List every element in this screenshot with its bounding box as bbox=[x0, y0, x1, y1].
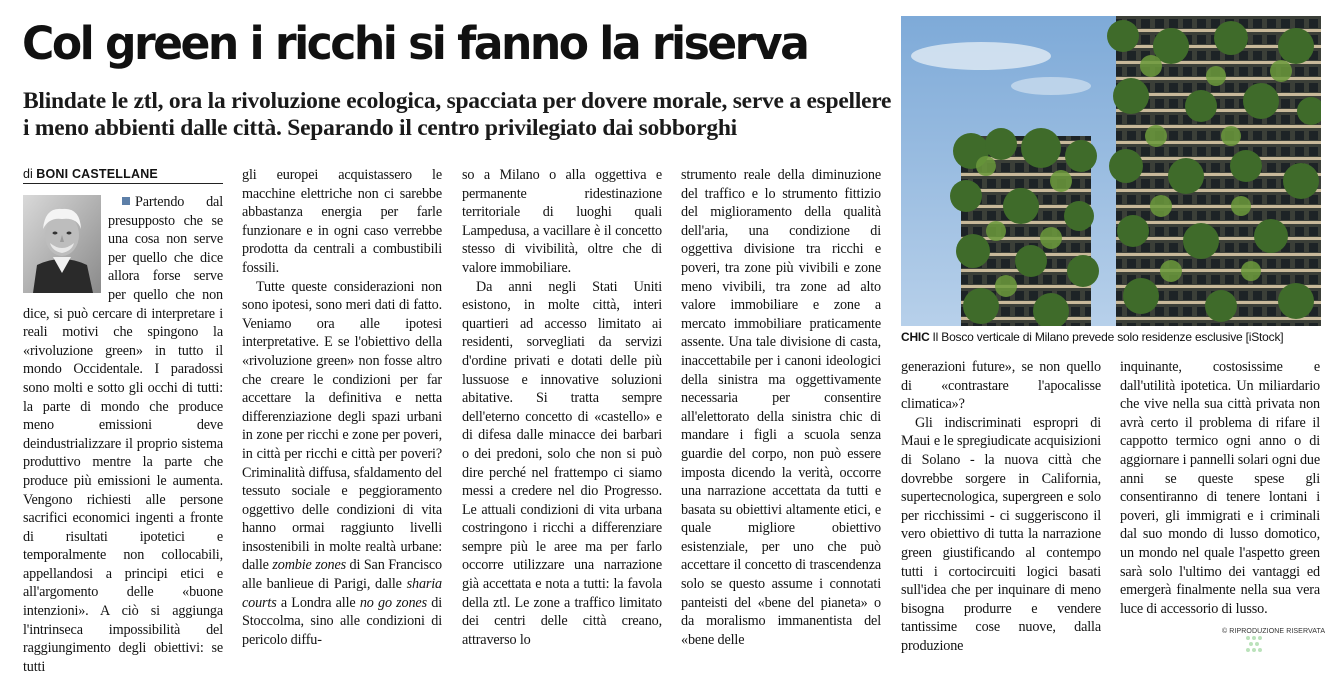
article-paragraph: so a Milano o alla oggettiva e permanente ridestinazione territoriale di luoghi quali Lampedusa, a vacillare è il concetto stesso di vivibilità, oltre che di valore immobiliare. bbox=[462, 167, 662, 276]
byline-author: BONI CASTELLANE bbox=[36, 167, 158, 181]
author-portrait bbox=[23, 195, 101, 293]
article-paragraph: gli europei acquistassero le macchine elettriche non ci sarebbe abbastanza energia per farle funzionare e in ogni caso verrebbe prodotta da centrali a combustibili fossili. bbox=[242, 167, 442, 276]
watermark-icon bbox=[1244, 632, 1282, 654]
article-column-5 bbox=[901, 358, 1101, 656]
photo-illustration bbox=[901, 16, 1321, 326]
article-column-2 bbox=[242, 166, 442, 649]
subheadline: Blindate le ztl, ora la rivoluzione ecologica, spacciata per dovere morale, serve a espellere i meno abbienti dalle città. Separando il centro privilegiato dai sobborghi bbox=[23, 88, 892, 141]
caption-tag: CHIC bbox=[901, 330, 930, 344]
article-column-1 bbox=[23, 193, 223, 676]
copyright-notice: © RIPRODUZIONE RISERVATA bbox=[1222, 628, 1326, 635]
byline-prefix: di bbox=[23, 167, 33, 181]
article-column-6 bbox=[1120, 358, 1320, 618]
article-paragraph: Gli indiscriminati espropri di Maui e le spregiudicate acquisizioni di Solano - la nuova città che dovrebbe sorgere in California, supertecnologica, supergreen e solo per ricchissimi - ci suggeriscono il vero obiettivo di tutta la narrazione green giustificando al contempo tutti i cortocircuiti logici basati sull'idea che per inquinare di meno bisogna produrre e vendere tantissime cose nuove, dalla produzione bbox=[901, 414, 1101, 654]
article-column-3 bbox=[462, 166, 662, 649]
article-paragraph: strumento reale della diminuzione del traffico e lo strumento fittizio del miglioramento della qualità dell'aria, una condizione di oggettiva divisione tra ricchi e poveri, tra zone più vivibili e zone meno vivibili, tra zone ad alto valore immobiliare e zone a mercato immobiliare praticamente assente. Una tale divisione di casta, inaccettabile per i canoni ideologici della sinistra ma oggettivamente necessaria per consentire all'elettorato della sinistra chic di mandare i figli a scuola senza guardie del corpo, non può essere imposta dicendo la verità, occorre una narrazione accettata da tutti e basata su obiettivi altamente etici, e quale migliore obiettivo esistenziale, per uno che può accettare il concetto di trascendenza solo se questo assume i connotati panteisti del «bene del pianeta» o da moralismo immanentista del «bene delle bbox=[681, 167, 881, 648]
article-paragraph: Tutte queste considerazioni non sono ipotesi, sono meri dati di fatto. Veniamo ora alle ipotesi interpretative. E se l'obiettivo della «rivoluzione green» non fosse altro che creare le condizioni per far accettare la definitiva e netta differenziazione degli spazi urbani in zone per ricchi e zone per poveri, in città per ricchi e città per poveri? Criminalità diffusa, sfaldamento del tessuto sociale e peggioramento oggettivo delle condizioni di vita hanno ormai raggiunto livelli insostenibili in molte realtà urbane: dalle zombie zones di San Francisco alle banlieue di Parigi, dalle sharia courts a Londra alle no go zones di Stoccolma, sino alle condizioni di pericolo diffu- bbox=[242, 278, 442, 648]
article-paragraph: Da anni negli Stati Uniti esistono, in molte città, interi quartieri ad accesso limitato ai residenti, sorvegliati da servizi d'ordine privati e dotati delle più lussuose e innovative soluzioni abitative. Si tratta sempre dell'eterno concetto di «castello» e di difesa dalle minacce dei barbari o dei predoni, solo che non si può dire perché nel frattempo ci siamo messi a credere nel dio Progresso. Le attuali condizioni di vita urbana costringono i ricchi a differenziare sempre più le aree ma per farlo occorre utilizzare una narrazione già accettata e nota a tutti: la favola della ztl. Le zone a traffico limitato dei centri delle città creano, attraverso lo bbox=[462, 278, 662, 648]
article-column-4 bbox=[681, 166, 881, 649]
photo-caption bbox=[901, 330, 1326, 345]
paragraph-start-square-icon bbox=[122, 197, 130, 205]
byline bbox=[23, 166, 223, 184]
bosco-verticale-photo bbox=[901, 16, 1321, 326]
article-paragraph: inquinante, costosissime e dall'utilità ipotetica. Un miliardario che vive nella sua città privata non avrà certo il problema di rifare il cappotto termico ogni anno o di aggiornare i pannelli solari ogni due anni se queste spese gli consentiranno di tenere lontani i poveri, gli immigrati e i criminali dal suo mondo di lusso domotico, un mondo nel quale l'aspetto green sarà solo l'ultimo dei vantaggi ed emergerà finalmente nella sua vera luce di accessorio di lusso. bbox=[1120, 359, 1320, 617]
caption-text: Il Bosco verticale di Milano prevede solo residenze esclusive [iStock] bbox=[932, 330, 1284, 344]
article-paragraph: generazioni future», se non quello di «contrastare l'apocalisse climatica»? bbox=[901, 359, 1101, 413]
article-paragraph: Partendo dal presupposto che se una cosa non serve per quello che dice allora forse serve per quello che non dice, si può cercare di interpretare i reali motivi che spingono la «rivoluzione green» in tutto il mondo Occidentale. I paradossi sono molti e sotto gli occhi di tutti: la parte di mondo che produce meno emissioni deve deindustrializzare il proprio sistema produttivo mentre la parte che produce più emissioni le aumenta. Vengono richiesti alle persone sacrifici economici ingenti a fronte di risultati ipotetici e temporalmente non collocabili, appellandosi a principi etici e all'argomento delle «buone intenzioni». A ciò si aggiunga l'intrinseca impossibilità del raggiungimento degli obiettivi: se tutti bbox=[23, 194, 223, 675]
headline: Col green i ricchi si fanno la riserva bbox=[22, 17, 808, 70]
